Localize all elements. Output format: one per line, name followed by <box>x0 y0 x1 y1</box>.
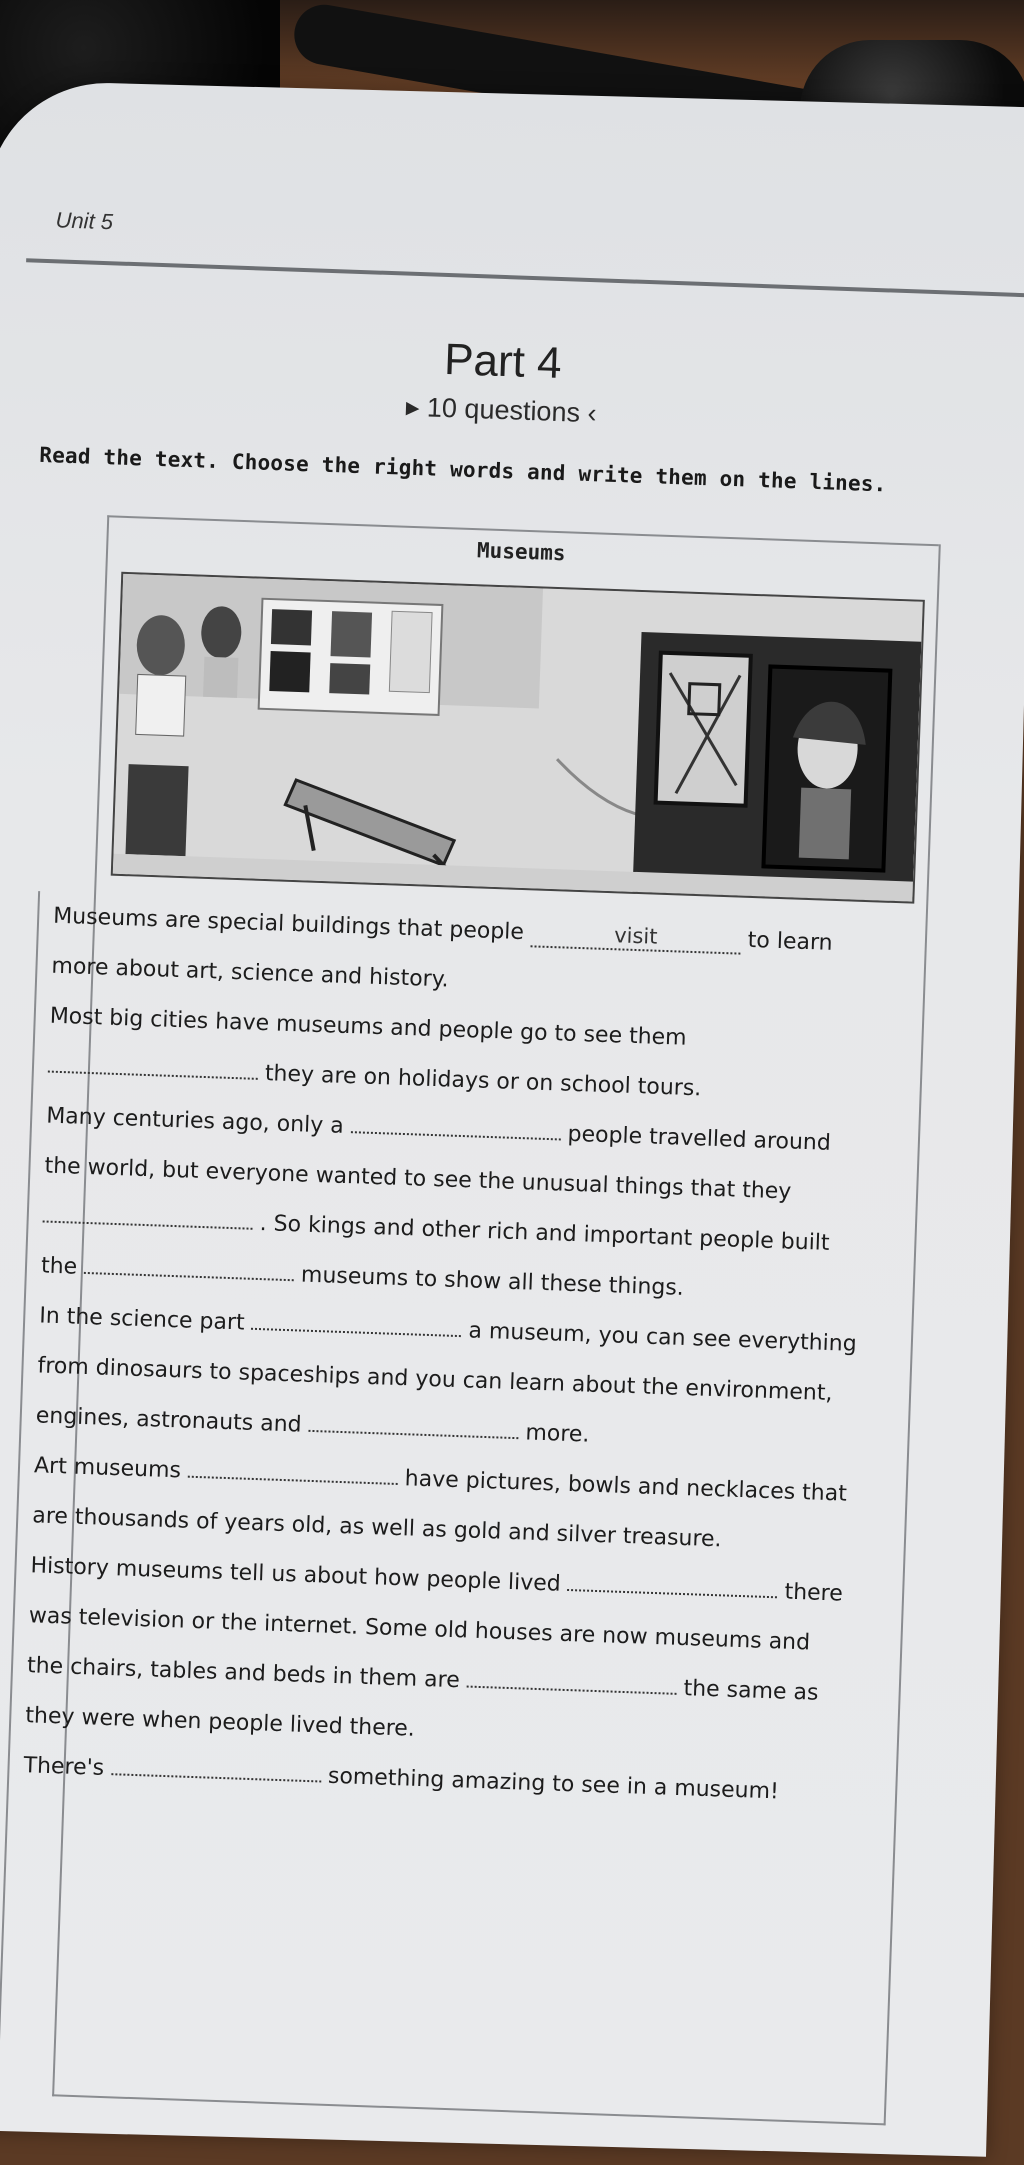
text-segment: was television or the internet. Some old houses are now museums and <box>28 1603 811 1656</box>
arrow-right-icon: ▸ <box>405 391 428 423</box>
answer-line-4[interactable] <box>84 1248 295 1281</box>
part-title: Part 4 <box>443 334 563 389</box>
answer-line-9[interactable] <box>466 1662 677 1695</box>
text-segment: engines, astronauts and <box>35 1403 303 1438</box>
text-segment: people travelled around <box>567 1121 832 1156</box>
answer-line-6[interactable] <box>308 1406 519 1439</box>
worksheet-content <box>0 150 999 2083</box>
answer-line-10[interactable] <box>111 1749 322 1782</box>
text-segment: the same as <box>683 1676 819 1706</box>
text-segment: a museum, you can see everything <box>468 1318 858 1357</box>
questions-text: 10 questions <box>426 392 581 428</box>
box-title: Museums <box>476 538 566 566</box>
museum-drawing <box>113 574 923 902</box>
text-segment: more. <box>525 1420 590 1448</box>
answer-line-1[interactable] <box>48 1047 259 1080</box>
text-segment: from dinosaurs to spaceships and you can learn about the environment, <box>37 1353 833 1407</box>
text-segment: Art museums <box>33 1453 182 1484</box>
cloze-text <box>23 892 944 1823</box>
text-segment: the world, but everyone wanted to see the unusual things that they <box>44 1153 792 1205</box>
text-segment: Museums are special buildings that people <box>52 903 525 946</box>
text-segment: the <box>40 1253 78 1280</box>
text-segment: History museums tell us about how people lived <box>30 1553 562 1597</box>
unit-label: Unit 5 <box>55 207 114 235</box>
answer-line-3[interactable] <box>43 1196 254 1229</box>
text-segment: something amazing to see in a museum! <box>327 1763 780 1805</box>
answer-line-7[interactable] <box>188 1452 399 1485</box>
text-segment: more about art, science and history. <box>51 953 450 993</box>
text-segment: they are on holidays or on school tours. <box>264 1061 702 1102</box>
text-segment: are thousands of years old, as well as gold and silver treasure. <box>31 1503 722 1553</box>
text-segment: have pictures, bowls and necklaces that <box>404 1466 848 1507</box>
text-segment: they were when people lived there. <box>24 1703 416 1742</box>
museum-illustration <box>111 572 925 904</box>
answer-line-8[interactable] <box>567 1565 778 1598</box>
example-answer-line: visit <box>530 921 741 954</box>
text-segment: museums to show all these things. <box>300 1262 685 1301</box>
text-segment: Many centuries ago, only a <box>45 1103 345 1139</box>
text-segment: the chairs, tables and beds in them are <box>26 1653 461 1694</box>
text-segment: There's <box>23 1753 105 1781</box>
text-segment: In the science part <box>38 1303 246 1336</box>
arrow-left-icon: ‹ <box>579 397 598 429</box>
text-segment: there <box>784 1579 844 1607</box>
text-segment: . So kings and other rich and important people built <box>259 1211 830 1256</box>
text-segment: Most big cities have museums and people go to see them <box>49 1003 688 1051</box>
instruction: Read the text. Choose the right words and write them on the lines. <box>38 442 887 497</box>
header-rule <box>26 258 1024 298</box>
text-segment: to learn <box>747 927 833 956</box>
answer-line-2[interactable] <box>351 1107 562 1140</box>
answer-line-5[interactable] <box>251 1304 462 1337</box>
